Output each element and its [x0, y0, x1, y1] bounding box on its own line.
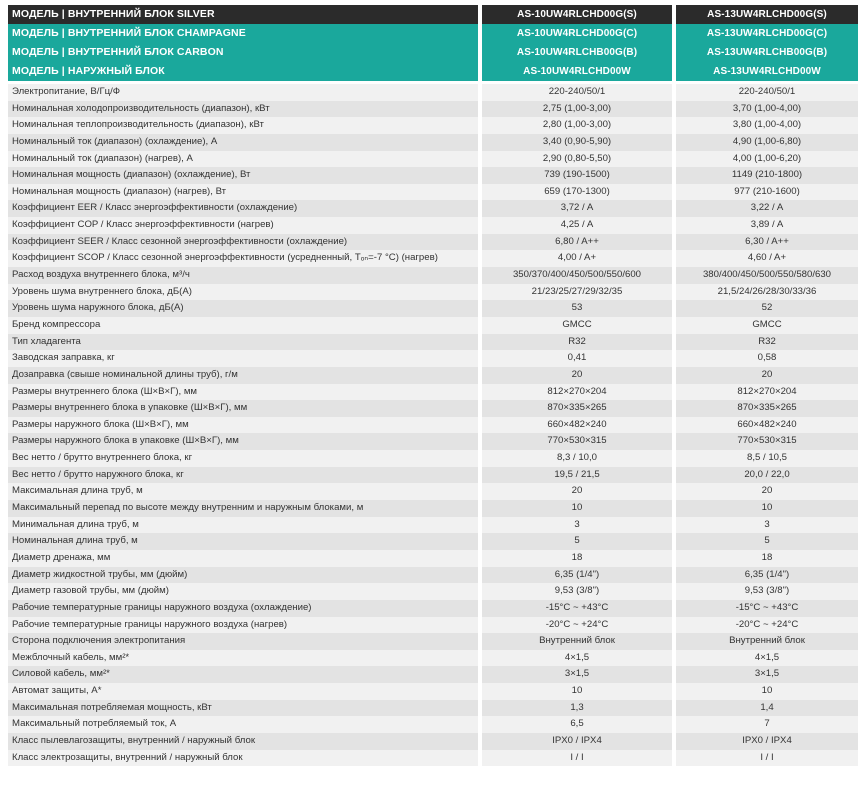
- table-row: [8, 650, 858, 667]
- table-row: [8, 367, 858, 384]
- model-label: МОДЕЛЬ | НАРУЖНЫЙ БЛОК: [8, 62, 478, 81]
- table-row: [8, 700, 858, 717]
- table-row: [8, 417, 858, 434]
- param-label: Класс электрозащиты, внутренний / наружный блок: [8, 750, 478, 767]
- table-row: [8, 151, 858, 168]
- param-value-col2: IPX0 / IPX4: [676, 733, 858, 750]
- param-value-col1: I / I: [482, 750, 672, 767]
- param-label: Номинальная холодопроизводительность (диапазон), кВт: [8, 101, 478, 118]
- table-row: [8, 200, 858, 217]
- param-value-col1: -15°C ~ +43°C: [482, 600, 672, 617]
- param-label: Диаметр дренажа, мм: [8, 550, 478, 567]
- model-label: МОДЕЛЬ | ВНУТРЕННИЙ БЛОК CHAMPAGNE: [8, 24, 478, 43]
- param-label: Максимальный перепад по высоте между внутренним и наружным блоками, м: [8, 500, 478, 517]
- param-label: Дозаправка (свыше номинальной длины труб), г/м: [8, 367, 478, 384]
- param-label: Максимальная потребляемая мощность, кВт: [8, 700, 478, 717]
- param-value-col2: 380/400/450/500/550/580/630: [676, 267, 858, 284]
- param-value-col1: 659 (170-1300): [482, 184, 672, 201]
- param-label: Силовой кабель, мм²*: [8, 666, 478, 683]
- param-label: Бренд компрессора: [8, 317, 478, 334]
- model-code-col2: AS-13UW4RLCHD00G(S): [676, 5, 858, 24]
- param-label: Коэффициент SEER / Класс сезонной энергоэффективности (охлаждение): [8, 234, 478, 251]
- table-row: [8, 450, 858, 467]
- param-value-col2: 52: [676, 300, 858, 317]
- table-row: [8, 167, 858, 184]
- param-value-col1: 10: [482, 500, 672, 517]
- param-label: Вес нетто / брутто внутреннего блока, кг: [8, 450, 478, 467]
- spec-body: [8, 84, 858, 766]
- param-value-col1: 9,53 (3/8"): [482, 583, 672, 600]
- table-row: [8, 300, 858, 317]
- param-value-col2: 3,22 / A: [676, 200, 858, 217]
- model-code-col2: AS-13UW4RLCHD00G(C): [676, 24, 858, 43]
- param-value-col2: -15°C ~ +43°C: [676, 600, 858, 617]
- param-value-col2: 4×1,5: [676, 650, 858, 667]
- param-value-col2: 10: [676, 683, 858, 700]
- param-value-col2: 660×482×240: [676, 417, 858, 434]
- param-value-col1: 5: [482, 533, 672, 550]
- param-label: Номинальный ток (диапазон) (охлаждение), А: [8, 134, 478, 151]
- param-value-col1: GMCC: [482, 317, 672, 334]
- param-value-col1: 1,3: [482, 700, 672, 717]
- param-value-col2: 4,00 (1,00-6,20): [676, 151, 858, 168]
- table-row: [8, 350, 858, 367]
- spec-table: [8, 5, 858, 766]
- param-value-col2: 812×270×204: [676, 384, 858, 401]
- table-row: [8, 234, 858, 251]
- param-value-col1: 53: [482, 300, 672, 317]
- param-value-col2: 770×530×315: [676, 433, 858, 450]
- param-value-col1: 19,5 / 21,5: [482, 467, 672, 484]
- param-label: Диаметр жидкостной трубы, мм (дюйм): [8, 567, 478, 584]
- param-value-col1: 8,3 / 10,0: [482, 450, 672, 467]
- table-row: [8, 117, 858, 134]
- param-label: Номинальная мощность (диапазон) (охлаждение), Вт: [8, 167, 478, 184]
- param-label: Вес нетто / брутто наружного блока, кг: [8, 467, 478, 484]
- table-row: [8, 683, 858, 700]
- param-value-col1: 660×482×240: [482, 417, 672, 434]
- param-value-col1: 2,75 (1,00-3,00): [482, 101, 672, 118]
- param-label: Максимальная длина труб, м: [8, 483, 478, 500]
- param-label: Рабочие температурные границы наружного воздуха (охлаждение): [8, 600, 478, 617]
- param-label: Номинальный ток (диапазон) (нагрев), А: [8, 151, 478, 168]
- param-label: Номинальная длина труб, м: [8, 533, 478, 550]
- param-label: Номинальная мощность (диапазон) (нагрев), Вт: [8, 184, 478, 201]
- param-label: Сторона подключения электропитания: [8, 633, 478, 650]
- param-value-col1: 350/370/400/450/500/550/600: [482, 267, 672, 284]
- table-row: [8, 750, 858, 767]
- param-value-col2: 870×335×265: [676, 400, 858, 417]
- table-row: [8, 184, 858, 201]
- table-row: [8, 733, 858, 750]
- param-value-col2: 20,0 / 22,0: [676, 467, 858, 484]
- param-value-col2: 4,90 (1,00-6,80): [676, 134, 858, 151]
- param-value-col2: 4,60 / A+: [676, 250, 858, 267]
- param-value-col2: GMCC: [676, 317, 858, 334]
- param-label: Электропитание, В/Гц/Ф: [8, 84, 478, 101]
- table-row: [8, 267, 858, 284]
- param-label: Расход воздуха внутреннего блока, м³/ч: [8, 267, 478, 284]
- table-row: [8, 101, 858, 118]
- param-value-col1: 4,25 / A: [482, 217, 672, 234]
- table-row: [8, 483, 858, 500]
- model-code-col2: AS-13UW4RLCHD00W: [676, 62, 858, 81]
- table-row: [8, 317, 858, 334]
- param-value-col2: Внутренний блок: [676, 633, 858, 650]
- param-value-col1: 10: [482, 683, 672, 700]
- table-row: [8, 500, 858, 517]
- param-value-col1: IPX0 / IPX4: [482, 733, 672, 750]
- model-header-block: [8, 5, 858, 81]
- param-value-col2: 6,35 (1/4"): [676, 567, 858, 584]
- param-label: Коэффициент EER / Класс энергоэффективности (охлаждение): [8, 200, 478, 217]
- param-value-col1: 20: [482, 483, 672, 500]
- param-value-col1: 3×1,5: [482, 666, 672, 683]
- param-label: Межблочный кабель, мм²*: [8, 650, 478, 667]
- table-row: [8, 533, 858, 550]
- param-value-col2: R32: [676, 334, 858, 351]
- param-label: Размеры наружного блока (Ш×В×Г), мм: [8, 417, 478, 434]
- table-row: [8, 666, 858, 683]
- param-label: Диаметр газовой трубы, мм (дюйм): [8, 583, 478, 600]
- model-header-row: [8, 43, 858, 62]
- param-value-col2: 3,89 / A: [676, 217, 858, 234]
- param-value-col1: 739 (190-1500): [482, 167, 672, 184]
- param-value-col1: 220-240/50/1: [482, 84, 672, 101]
- model-header-row: [8, 62, 858, 81]
- param-value-col2: 3,70 (1,00-4,00): [676, 101, 858, 118]
- param-value-col2: 18: [676, 550, 858, 567]
- param-value-col1: 0,41: [482, 350, 672, 367]
- table-row: [8, 467, 858, 484]
- model-code-col1: AS-10UW4RLCHD00G(S): [482, 5, 672, 24]
- table-row: [8, 84, 858, 101]
- param-label: Коэффициент COP / Класс энергоэффективности (нагрев): [8, 217, 478, 234]
- param-value-col2: 220-240/50/1: [676, 84, 858, 101]
- param-value-col2: I / I: [676, 750, 858, 767]
- table-row: [8, 384, 858, 401]
- table-row: [8, 633, 858, 650]
- table-row: [8, 600, 858, 617]
- param-label: Класс пылевлагозащиты, внутренний / наружный блок: [8, 733, 478, 750]
- param-value-col2: 3,80 (1,00-4,00): [676, 117, 858, 134]
- model-label: МОДЕЛЬ | ВНУТРЕННИЙ БЛОК SILVER: [8, 5, 478, 24]
- param-label: Номинальная теплопроизводительность (диапазон), кВт: [8, 117, 478, 134]
- param-value-col2: 21,5/24/26/28/30/33/36: [676, 284, 858, 301]
- param-value-col2: 977 (210-1600): [676, 184, 858, 201]
- param-label: Заводская заправка, кг: [8, 350, 478, 367]
- param-value-col1: 812×270×204: [482, 384, 672, 401]
- param-value-col1: 18: [482, 550, 672, 567]
- param-value-col2: 7: [676, 716, 858, 733]
- param-value-col2: 3×1,5: [676, 666, 858, 683]
- param-value-col1: 4,00 / A+: [482, 250, 672, 267]
- param-value-col1: 770×530×315: [482, 433, 672, 450]
- table-row: [8, 517, 858, 534]
- param-label: Минимальная длина труб, м: [8, 517, 478, 534]
- param-label: Размеры внутреннего блока (Ш×В×Г), мм: [8, 384, 478, 401]
- param-value-col2: 3: [676, 517, 858, 534]
- param-value-col1: 20: [482, 367, 672, 384]
- param-value-col2: 6,30 / A++: [676, 234, 858, 251]
- model-code-col1: AS-10UW4RLCHD00W: [482, 62, 672, 81]
- param-value-col2: 5: [676, 533, 858, 550]
- param-value-col2: 0,58: [676, 350, 858, 367]
- param-value-col1: 6,80 / A++: [482, 234, 672, 251]
- table-row: [8, 217, 858, 234]
- table-row: [8, 400, 858, 417]
- param-label: Тип хладагента: [8, 334, 478, 351]
- table-row: [8, 433, 858, 450]
- param-value-col1: 2,80 (1,00-3,00): [482, 117, 672, 134]
- param-value-col1: 870×335×265: [482, 400, 672, 417]
- model-header-row: [8, 24, 858, 43]
- table-row: [8, 617, 858, 634]
- param-value-col1: Внутренний блок: [482, 633, 672, 650]
- model-header-row: [8, 5, 858, 24]
- param-value-col1: 3: [482, 517, 672, 534]
- param-label: Рабочие температурные границы наружного воздуха (нагрев): [8, 617, 478, 634]
- param-value-col2: 8,5 / 10,5: [676, 450, 858, 467]
- param-value-col2: -20°C ~ +24°C: [676, 617, 858, 634]
- table-row: [8, 550, 858, 567]
- param-value-col1: 6,35 (1/4"): [482, 567, 672, 584]
- table-row: [8, 134, 858, 151]
- table-row: [8, 334, 858, 351]
- model-code-col2: AS-13UW4RLCHB00G(B): [676, 43, 858, 62]
- table-row: [8, 583, 858, 600]
- param-value-col2: 1,4: [676, 700, 858, 717]
- model-label: МОДЕЛЬ | ВНУТРЕННИЙ БЛОК CARBON: [8, 43, 478, 62]
- param-label: Уровень шума наружного блока, дБ(А): [8, 300, 478, 317]
- param-value-col1: 4×1,5: [482, 650, 672, 667]
- param-value-col2: 20: [676, 367, 858, 384]
- param-label: Размеры внутреннего блока в упаковке (Ш×В×Г), мм: [8, 400, 478, 417]
- param-label: Коэффициент SCOP / Класс сезонной энергоэффективности (усредненный, Tₒₙ=-7 °C) (нагрев): [8, 250, 478, 267]
- param-label: Размеры наружного блока в упаковке (Ш×В×Г), мм: [8, 433, 478, 450]
- model-code-col1: AS-10UW4RLCHB00G(B): [482, 43, 672, 62]
- param-value-col2: 20: [676, 483, 858, 500]
- param-value-col2: 10: [676, 500, 858, 517]
- param-value-col1: -20°C ~ +24°C: [482, 617, 672, 634]
- param-value-col2: 9,53 (3/8"): [676, 583, 858, 600]
- param-value-col1: 6,5: [482, 716, 672, 733]
- param-label: Автомат защиты, А*: [8, 683, 478, 700]
- table-row: [8, 250, 858, 267]
- param-value-col1: 3,72 / A: [482, 200, 672, 217]
- param-value-col1: 2,90 (0,80-5,50): [482, 151, 672, 168]
- table-row: [8, 716, 858, 733]
- param-label: Максимальный потребляемый ток, А: [8, 716, 478, 733]
- param-value-col1: 3,40 (0,90-5,90): [482, 134, 672, 151]
- param-value-col1: R32: [482, 334, 672, 351]
- param-value-col2: 1149 (210-1800): [676, 167, 858, 184]
- model-code-col1: AS-10UW4RLCHD00G(C): [482, 24, 672, 43]
- param-value-col1: 21/23/25/27/29/32/35: [482, 284, 672, 301]
- param-label: Уровень шума внутреннего блока, дБ(А): [8, 284, 478, 301]
- table-row: [8, 567, 858, 584]
- table-row: [8, 284, 858, 301]
